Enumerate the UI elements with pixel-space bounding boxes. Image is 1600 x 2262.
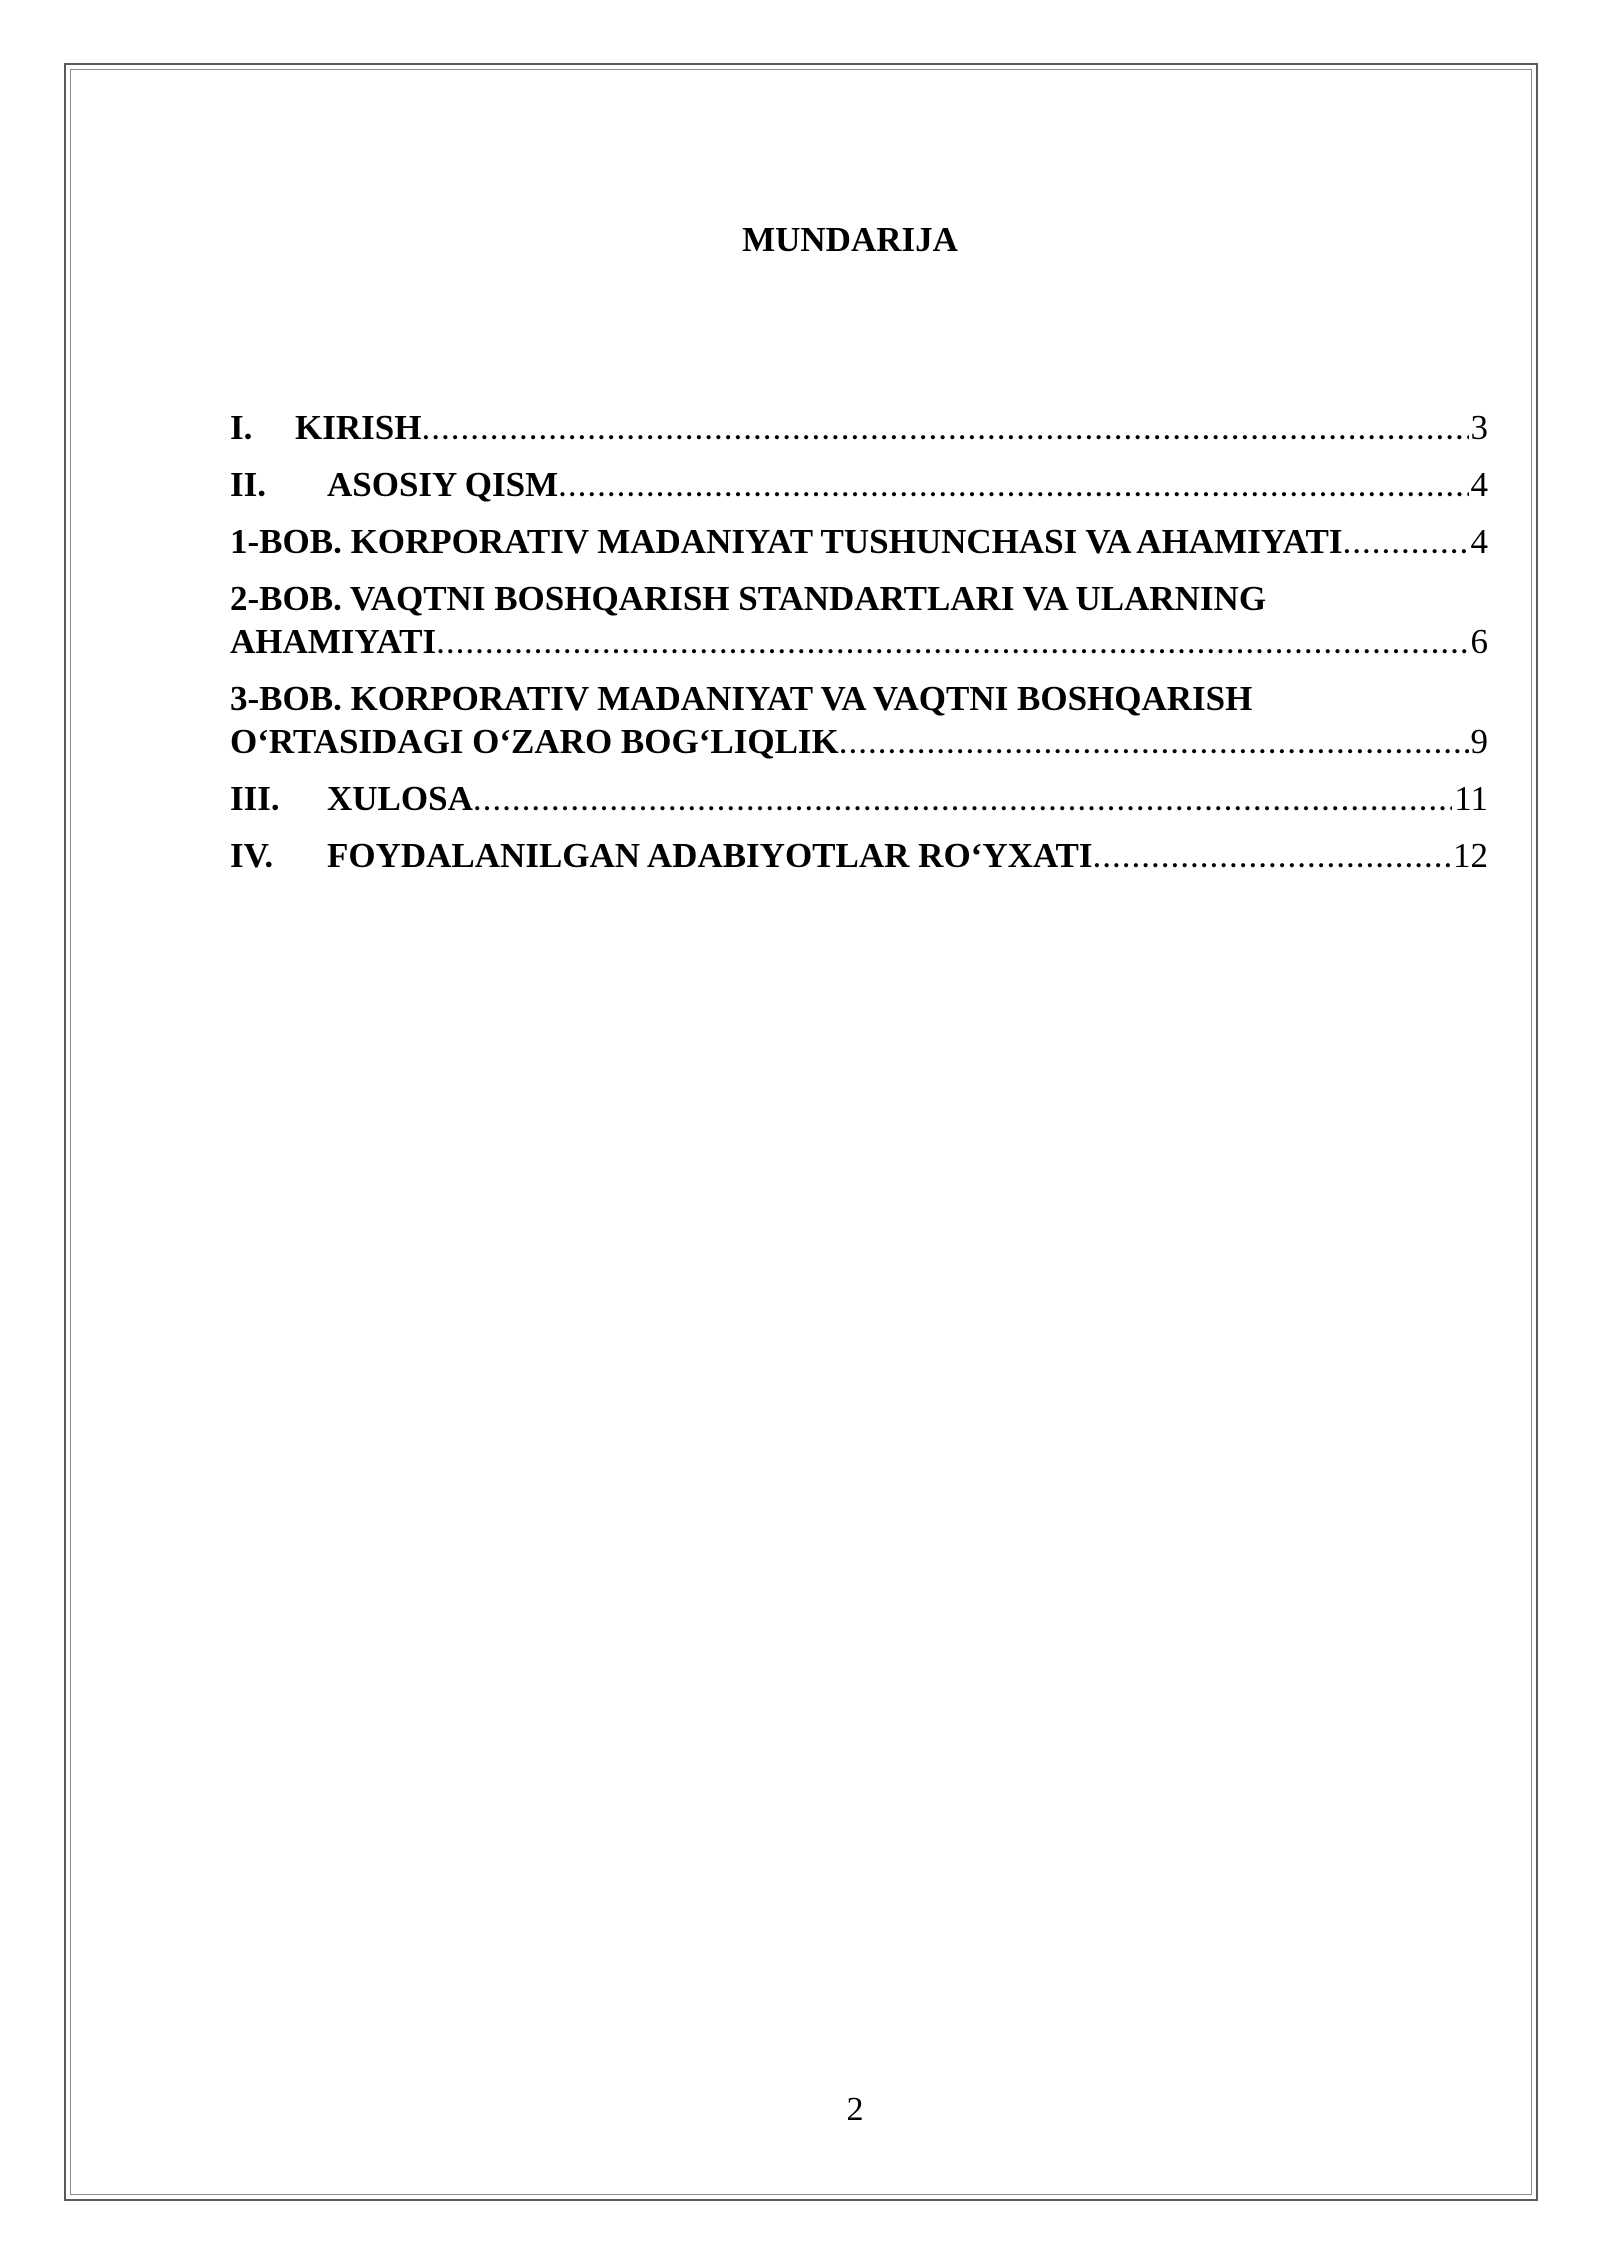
toc-entry-page: 6 (1470, 622, 1488, 661)
page-title: MUNDARIJA (742, 220, 958, 259)
toc-dot-leader (839, 720, 1469, 763)
toc-entry-number: III. (230, 779, 280, 818)
toc-entry-page: 11 (1454, 779, 1488, 818)
toc-entry-bob-3[interactable] (230, 677, 1488, 763)
toc-dot-leader (1342, 520, 1468, 563)
toc-dot-leader (473, 777, 1452, 820)
toc-entry-bob-1[interactable] (230, 520, 1488, 563)
toc-entry-bob-2[interactable] (230, 577, 1488, 663)
toc-entry-xulosa[interactable] (230, 777, 1488, 820)
toc-entry-adabiyotlar[interactable] (230, 834, 1488, 877)
toc-entry-label-line1: 2-BOB. VAQTNI BOSHQARISH STANDARTLARI VA ULARNING (230, 579, 1267, 618)
toc-entry-label: XULOSA (327, 779, 473, 818)
toc-entry-asosiy-qism[interactable] (230, 463, 1488, 506)
toc-entry-kirish[interactable] (230, 406, 1488, 449)
toc-entry-label: 1-BOB. KORPORATIV MADANIYAT TUSHUNCHASI VA AHAMIYATI (230, 522, 1343, 561)
page-border (64, 63, 1538, 2201)
toc-entry-label: KIRISH (295, 408, 422, 447)
toc-dot-leader (558, 463, 1468, 506)
toc-entry-page: 3 (1470, 408, 1488, 447)
toc-entry-number: I. (230, 408, 253, 447)
toc-entry-page: 4 (1470, 522, 1488, 561)
toc-entry-number: IV. (230, 836, 274, 875)
toc-entry-label-line2: AHAMIYATI (230, 622, 437, 661)
toc-dot-leader (1093, 834, 1451, 877)
toc-entry-label-line1: 3-BOB. KORPORATIV MADANIYAT VA VAQTNI BOSHQARISH (230, 679, 1253, 718)
toc-dot-leader (436, 620, 1468, 663)
toc-entry-label: ASOSIY QISM (327, 465, 559, 504)
toc-entry-page: 12 (1453, 836, 1488, 875)
page-number: 2 (846, 2091, 864, 2128)
toc-entry-page: 9 (1470, 722, 1488, 761)
toc-entry-label: FOYDALANILGAN ADABIYOTLAR RO‘YXATI (327, 836, 1093, 875)
toc-dot-leader (421, 406, 1468, 449)
page-border-inner (70, 69, 1532, 2195)
toc-entry-label-line2: O‘RTASIDAGI O‘ZARO BOG‘LIQLIK (230, 722, 839, 761)
toc-entry-page: 4 (1470, 465, 1488, 504)
toc-entry-number: II. (230, 465, 266, 504)
table-of-contents (230, 406, 1488, 891)
